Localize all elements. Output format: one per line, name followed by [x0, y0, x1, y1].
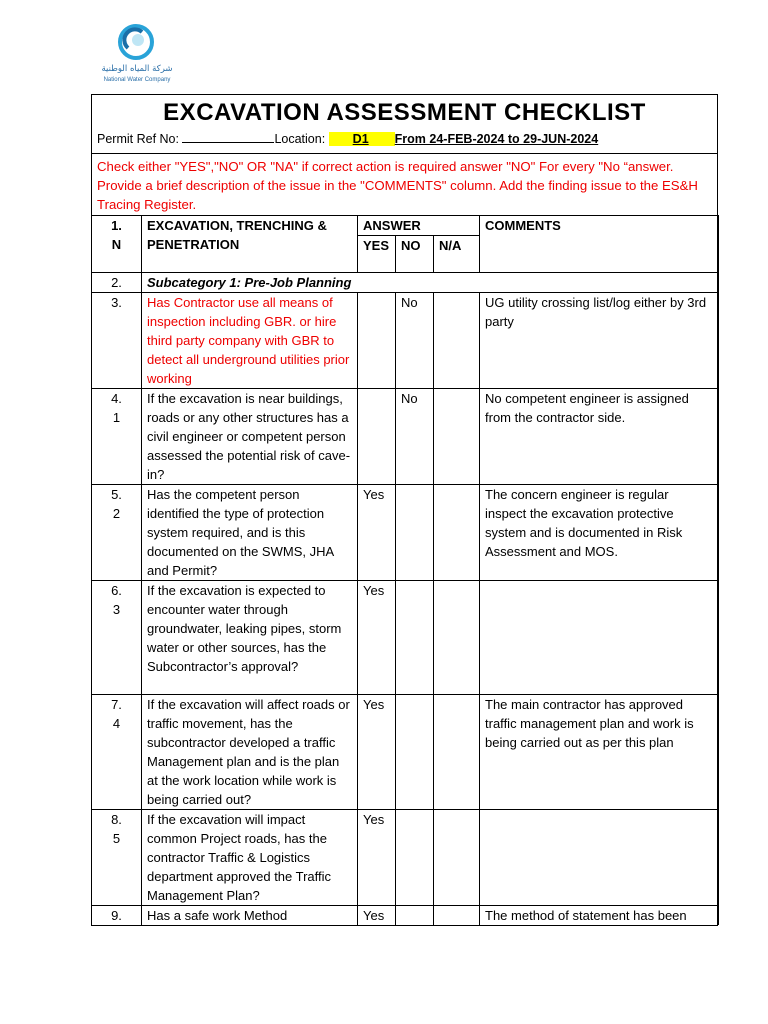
row-answer-no: No	[396, 293, 434, 389]
table-row	[92, 581, 719, 695]
row-number	[92, 485, 142, 581]
row-number-line2: 3	[112, 602, 121, 617]
row-number	[92, 810, 142, 906]
row-comment: The main contractor has approved traffic management plan and work is being carried out as per this plan	[480, 695, 719, 810]
row-question: Has a safe work Method	[142, 906, 358, 926]
table-row	[92, 695, 719, 810]
row-number	[92, 695, 142, 810]
location-value: D1	[329, 132, 395, 146]
row-number-line2: 1	[112, 410, 121, 425]
table-row	[92, 906, 719, 926]
row-answer-no	[396, 906, 434, 926]
row-number	[92, 389, 142, 485]
row-comment: UG utility crossing list/log either by 3rd party	[480, 293, 719, 389]
row-answer-no	[396, 581, 434, 695]
location-label: Location:	[274, 132, 326, 146]
row-comment: The concern engineer is regular inspect the excavation protective system and is documented in Risk Assessment and MOS.	[480, 485, 719, 581]
row-number-line1: 3.	[111, 295, 122, 310]
row-comment	[480, 810, 719, 906]
row-question: If the excavation is expected to encounter water through groundwater, leaking pipes, storm water or other sources, has the Subcontractor’s approval?	[142, 581, 358, 695]
row-answer-yes: Yes	[358, 581, 396, 695]
header-number-line2: N	[111, 237, 122, 252]
table-row	[92, 293, 719, 389]
row-answer-no	[396, 695, 434, 810]
row-number-line1: 4.	[111, 391, 122, 406]
row-number	[92, 581, 142, 695]
row-answer-na	[434, 485, 480, 581]
header-comments: COMMENTS	[480, 216, 719, 273]
row-number-line1: 7.	[111, 697, 122, 712]
row-answer-na	[434, 293, 480, 389]
row-answer-na	[434, 810, 480, 906]
row-comment: The method of statement has been	[480, 906, 719, 926]
header-yes: YES	[358, 236, 396, 273]
row-number-line2: 2	[112, 506, 121, 521]
instruction-text: Check either "YES","NO" OR "NA" if correct action is required answer "NO" For every "No “answer. Provide a brief description of the issue in the "COMMENTS" column. Add the finding issue to the ES&H Tracing Register.	[92, 153, 717, 215]
subcategory-label: Subcategory 1: Pre-Job Planning	[142, 273, 719, 293]
header-answer: ANSWER	[358, 216, 480, 236]
table-header-row	[92, 216, 719, 236]
logo-english-name: National Water Company	[103, 77, 171, 83]
document-title: EXCAVATION ASSESSMENT CHECKLIST	[163, 99, 646, 126]
header-no: NO	[396, 236, 434, 273]
date-range: From 24-FEB-2024 to 29-JUN-2024	[394, 132, 599, 146]
permit-ref-label: Permit Ref No:	[97, 132, 179, 146]
row-comment	[480, 581, 719, 695]
subcategory-number: 2.	[92, 273, 142, 293]
row-number-line1: 9.	[111, 908, 122, 923]
row-answer-yes: Yes	[358, 906, 396, 926]
checklist-table	[91, 215, 719, 925]
row-answer-na	[434, 389, 480, 485]
row-answer-yes	[358, 293, 396, 389]
header-number	[92, 216, 142, 273]
row-answer-yes: Yes	[358, 695, 396, 810]
table-row	[92, 485, 719, 581]
row-number-line1: 8.	[111, 812, 122, 827]
row-answer-na	[434, 906, 480, 926]
row-answer-yes: Yes	[358, 810, 396, 906]
row-number	[92, 293, 142, 389]
row-number-line2: 5	[112, 831, 121, 846]
row-number-line1: 5.	[111, 487, 122, 502]
row-number-line1: 6.	[111, 583, 122, 598]
table-row	[92, 810, 719, 906]
row-answer-na	[434, 695, 480, 810]
row-question: If the excavation will affect roads or traffic movement, has the subcontractor developed a traffic Management plan and is the plan at the work location while work is being carried out?	[142, 695, 358, 810]
row-answer-no: No	[396, 389, 434, 485]
row-answer-na	[434, 581, 480, 695]
row-answer-yes: Yes	[358, 485, 396, 581]
row-question: Has the competent person identified the type of protection system required, and is this documented on the SWMS, JHA and Permit?	[142, 485, 358, 581]
permit-ref-blank	[182, 130, 274, 143]
subcategory-row	[92, 273, 719, 293]
row-number	[92, 906, 142, 926]
table-row	[92, 389, 719, 485]
permit-line	[92, 128, 717, 153]
logo-arabic-name: شركة المياه الوطنية	[101, 64, 173, 74]
row-comment: No competent engineer is assigned from the contractor side.	[480, 389, 719, 485]
header-number-line1: 1.	[111, 218, 122, 233]
water-drop-logo-icon	[116, 22, 156, 62]
row-answer-no	[396, 810, 434, 906]
row-answer-yes	[358, 389, 396, 485]
header-question: EXCAVATION, TRENCHING & PENETRATION	[142, 216, 358, 273]
row-number-line2: 4	[112, 716, 121, 731]
company-logo	[92, 22, 182, 88]
row-question: Has Contractor use all means of inspection including GBR. or hire third party company with GBR to detect all underground utilities prior working	[142, 293, 358, 389]
row-question: If the excavation is near buildings, roads or any other structures has a civil engineer or competent person assessed the potential risk of cave-in?	[142, 389, 358, 485]
row-question: If the excavation will impact common Project roads, has the contractor Traffic & Logistics department approved the Traffic Management Plan?	[142, 810, 358, 906]
header-na: N/A	[434, 236, 480, 273]
row-answer-no	[396, 485, 434, 581]
checklist-document	[91, 94, 718, 926]
